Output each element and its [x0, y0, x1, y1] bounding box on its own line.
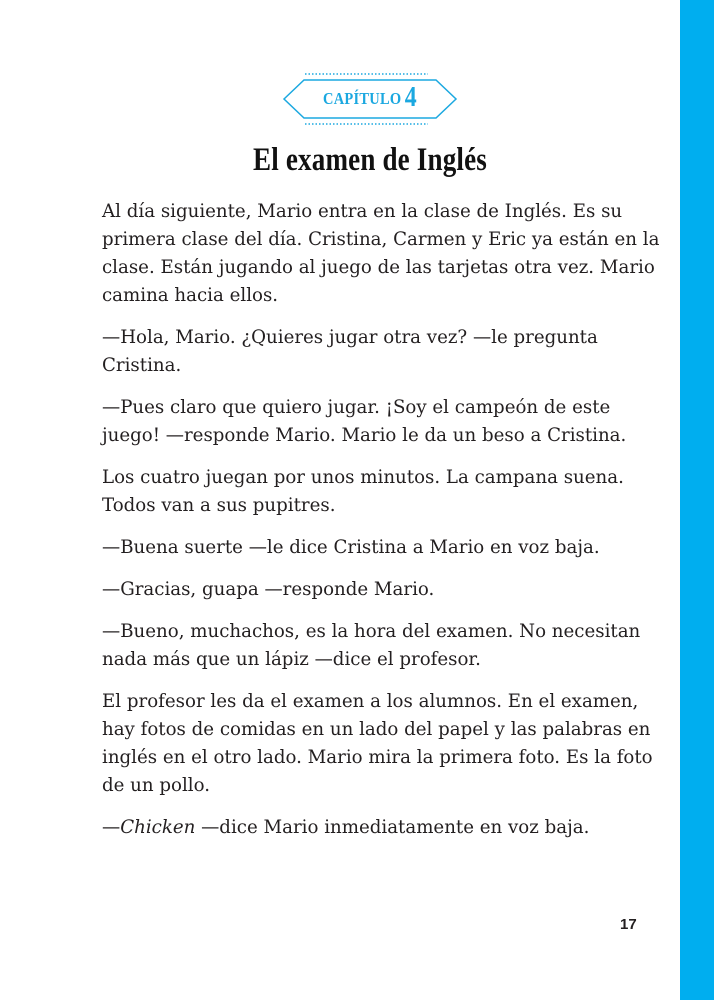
- italic-word: Chicken: [120, 817, 196, 838]
- page-edge-bar: [680, 0, 714, 1000]
- paragraph: [102, 814, 662, 842]
- body-text: [102, 198, 662, 856]
- paragraph: Los cuatro juegan por unos minutos. La campana suena. Todos van a sus pupitres.: [102, 467, 624, 516]
- chapter-title: El examen de Inglés: [253, 142, 487, 178]
- paragraph: —Bueno, muchachos, es la hora del examen. No necesitan nada más que un lápiz —dice el profesor.: [102, 621, 641, 670]
- page-number: 17: [620, 916, 637, 933]
- paragraph: —Hola, Mario. ¿Quieres jugar otra vez? —le pregunta Cristina.: [102, 327, 598, 376]
- paragraph: —Buena suerte —le dice Cristina a Mario en voz baja.: [102, 537, 600, 558]
- paragraph-rest: —dice Mario inmediatamente en voz baja.: [195, 817, 590, 838]
- chapter-number: 4: [404, 82, 417, 113]
- paragraph: El profesor les da el examen a los alumnos. En el examen, hay fotos de comidas en un lado del papel y las palabras en inglés en el otro lado. Mario mira la primera foto. Es la foto de un pollo.: [102, 691, 653, 796]
- paragraph: —Pues claro que quiero jugar. ¡Soy el campeón de este juego! —responde Mario. Mario le da un beso a Cristina.: [102, 397, 627, 446]
- chapter-banner: [282, 70, 458, 128]
- paragraph: Al día siguiente, Mario entra en la clase de Inglés. Es su primera clase del día. Cristina, Carmen y Eric ya están en la clase. Están jugando al juego de las tarjetas otra vez. Mario camina hacia ellos.: [102, 201, 660, 306]
- paragraph: —Gracias, guapa —responde Mario.: [102, 579, 435, 600]
- chapter-label: [295, 82, 445, 114]
- dash: —: [102, 817, 121, 838]
- chapter-word: CAPÍTULO: [323, 89, 402, 108]
